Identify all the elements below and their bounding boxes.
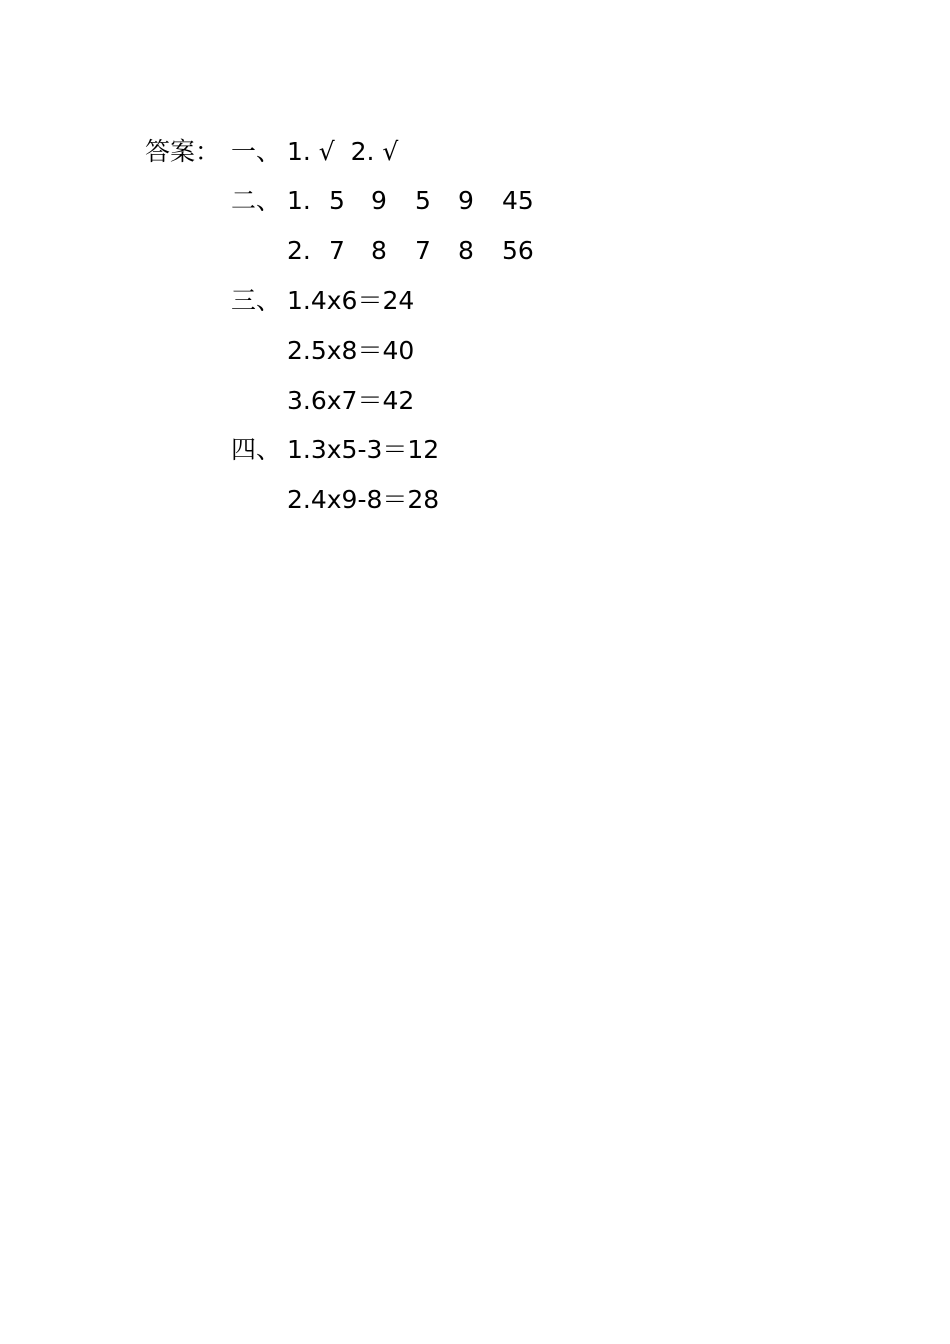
section-2-row-2-cell-1: 7: [329, 236, 345, 265]
section-4-row-2: [231, 482, 440, 518]
section-2-row-2-cell-3: 7: [415, 236, 431, 265]
section-marker-2: 二、: [231, 186, 282, 215]
section-3-line-3: 3.6x7＝42: [287, 386, 415, 415]
section-2-row-1-cell-2: 9: [371, 186, 387, 215]
section-1-line-1: 1. √ 2. √: [287, 137, 399, 166]
section-3-row-3: [231, 383, 415, 419]
section-3-row-1: [231, 283, 415, 319]
section-marker-4: 四、: [231, 435, 282, 464]
section-3-line-2: 2.5x8＝40: [287, 336, 415, 365]
section-marker-1: 一、: [231, 137, 282, 166]
section-2-row-1-cell-1: 5: [329, 186, 345, 215]
answer-label: 答案：: [145, 137, 221, 166]
section-3-row-2: [231, 333, 415, 369]
section-2-row-1-cell-5: 45: [502, 186, 534, 215]
section-2-row-2-cell-5: 56: [502, 236, 534, 265]
section-2-row-2-cell-2: 8: [371, 236, 387, 265]
section-marker-3: 三、: [231, 286, 282, 315]
section-2-row-1: [231, 183, 534, 219]
section-3-line-1: 1.4x6＝24: [287, 286, 415, 315]
section-2-row-1-cell-3: 5: [415, 186, 431, 215]
section-2-row-2: [231, 233, 534, 269]
section-4-row-1: [231, 432, 440, 468]
section-2-row-2-cell-4: 8: [458, 236, 474, 265]
section-2-row-2-number: 2.: [287, 236, 311, 265]
section-4-line-2: 2.4x9-8＝28: [287, 485, 440, 514]
section-4-line-1: 1.3x5-3＝12: [287, 435, 440, 464]
section-2-row-1-cell-4: 9: [458, 186, 474, 215]
answer-row-1: [145, 134, 399, 170]
section-2-row-1-number: 1.: [287, 186, 311, 215]
